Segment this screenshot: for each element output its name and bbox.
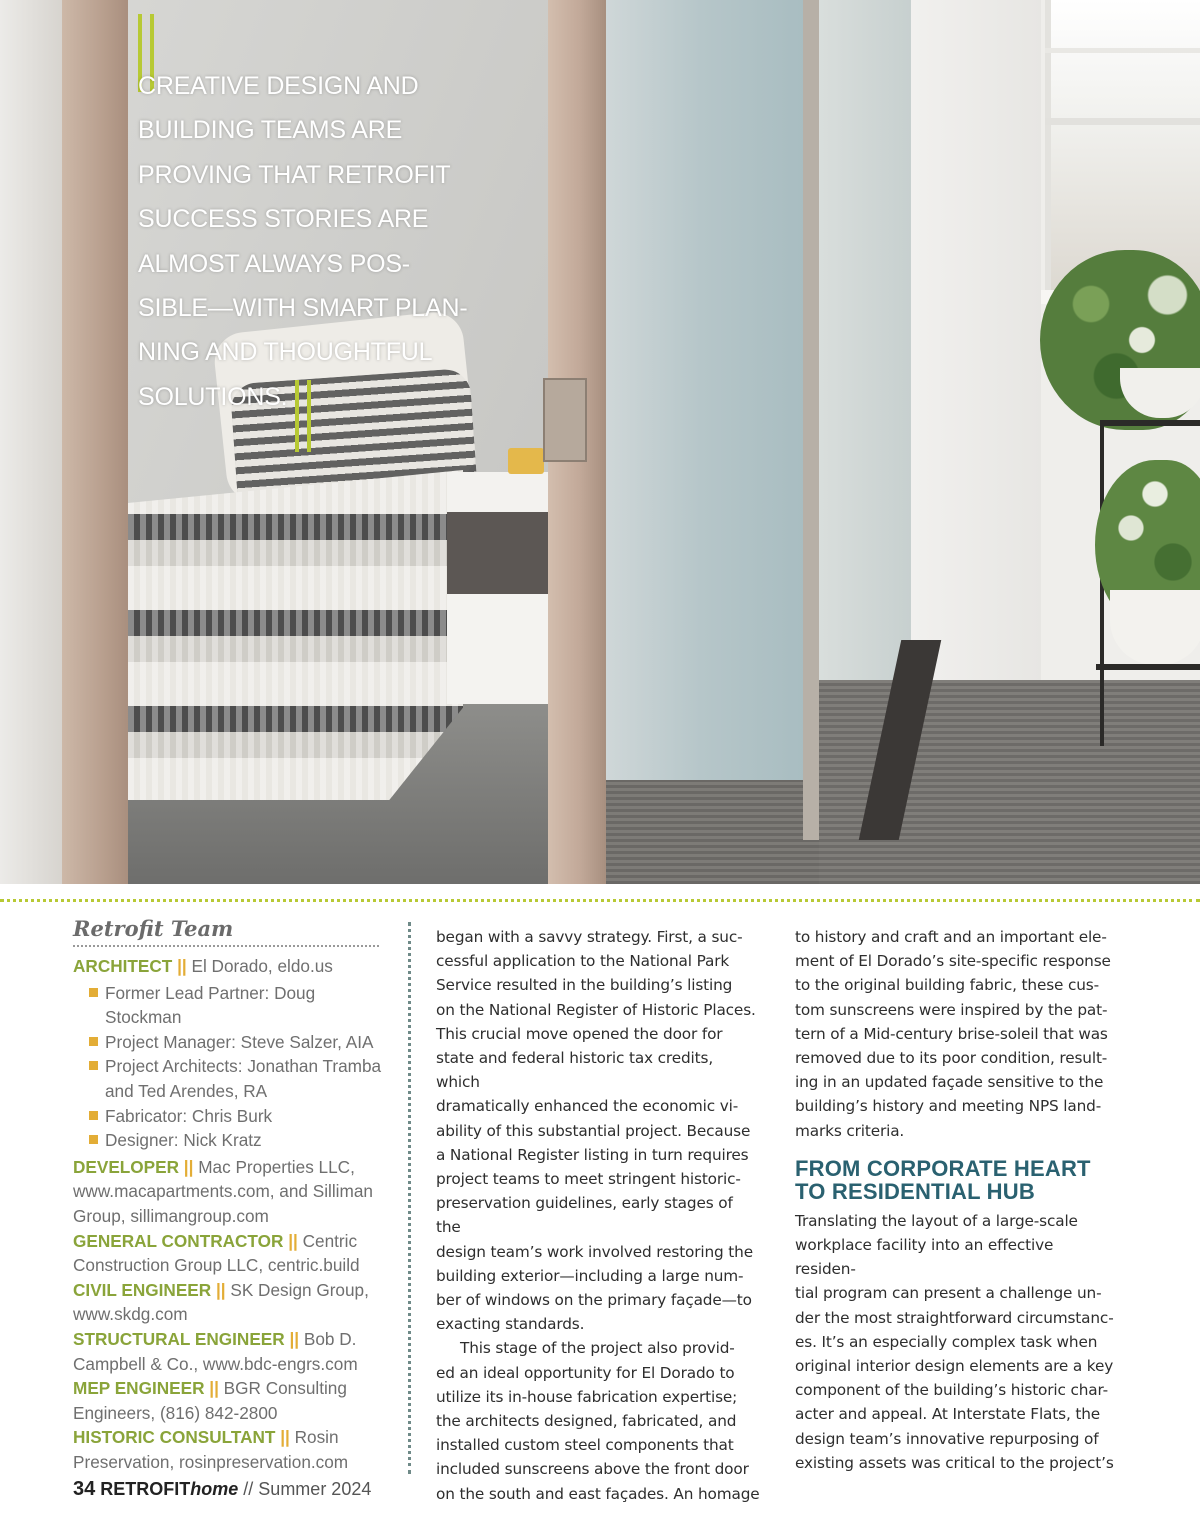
credit-text: Rosin Preservation, rosinpreservation.com [73,1427,349,1472]
pull-quote-close-mark-icon [295,380,315,452]
horizontal-dotted-divider [0,899,1200,902]
body-paragraph: began with a savvy strategy. First, a suc- cessful application to the National Park Service resulted in the building’s listing on the National Register of Historic Places. This crucial move opened the door for state and federal historic tax credits, which dramatically enhanced the economic vi- ability of this substantial project. Because a National Register listing in turn requires project teams to meet stringent historic- preservation guidelines, early stages of the design team’s work involved restoring the building exterior—including a large num- ber of windows on the primary façade—to exacting standards. [436,928,756,1334]
body-column-right [795,925,1115,1475]
sidebar-title: Retrofit Team [73,916,379,947]
photo-door-frame-left [62,0,128,884]
list-item: Fabricator: Chris Burk [73,1104,383,1129]
credit-role: DEVELOPER [73,1156,180,1177]
credit-role: CIVIL ENGINEER [73,1279,212,1300]
credit-role: MEP ENGINEER [73,1378,205,1399]
credit-text: BGR Consulting Engineers, (816) 842-2800 [73,1378,347,1423]
credit-separator: || [177,956,187,976]
credit-text: Centric Construction Group LLC, centric.build [73,1230,360,1276]
section-subhead: FROM CORPORATE HEART TO RESIDENTIAL HUB [795,1155,1091,1204]
photo-nightstand-drawer [447,594,548,704]
list-item: Former Lead Partner: Doug Stockman [73,981,383,1030]
photo-window-mullion-top [1045,48,1200,53]
credit-text: Mac Properties LLC, www.macapartments.com, and Silliman Group, sillimangroup.com [73,1156,373,1226]
credit-role: STRUCTURAL ENGINEER [73,1328,285,1349]
credit-separator: || [288,1230,298,1251]
photo-nightstand-top [447,472,548,512]
credit-separator: || [215,1279,226,1300]
photo-wall-left [0,0,62,884]
credit-general-contractor [73,1229,383,1278]
issue-date: // Summer 2024 [243,1479,372,1499]
credit-structural-engineer [73,1327,383,1376]
body-column-middle [436,925,761,1506]
page-number: 34 [73,1478,96,1500]
credit-text: SK Design Group, www.skdg.com [73,1279,369,1325]
credit-role: GENERAL CONTRACTOR [73,1230,284,1251]
list-item: Project Manager: Steve Salzer, AIA [73,1030,383,1055]
photo-corner-wall [911,0,1041,680]
credit-civil-engineer [73,1278,383,1327]
credit-role: ARCHITECT [73,956,173,976]
photo-yellow-object [508,448,544,474]
credit-role: HISTORIC CONSULTANT [73,1427,276,1448]
credit-separator: || [209,1378,219,1399]
photo-window-mullion [1045,118,1200,125]
credit-separator: || [289,1328,300,1349]
photo-floor-under-glass [606,780,819,884]
magazine-name-suffix: home [190,1479,239,1499]
architect-team-list [73,981,383,1153]
list-item: Designer: Nick Kratz [73,1128,383,1153]
credit-developer [73,1155,383,1229]
magazine-name-prefix: RETROFIT [100,1479,191,1499]
body-paragraph: to history and craft and an important ele- ment of El Dorado’s site-specific response to the original building fabric, these cus- tom sunscreens were inspired by the pat- tern of a Mid-century brise-soleil that was removed due to its poor condition, result- ing in an updated façade sensitive to the building’s history and meeting NPS land- marks criteria. [795,928,1111,1140]
vertical-dotted-divider [408,922,411,1474]
photo-bedspread [128,470,463,800]
credit-separator: || [183,1156,194,1177]
body-paragraph: This stage of the project also provid- ed an ideal opportunity for El Dorado to utilize its in-house fabrication expertise; the architects designed, fabricated, and installed custom steel components that included sunscreens above the front door on the south and east façades. An homage [436,1339,760,1503]
credit-mep-engineer [73,1376,383,1425]
credit-separator: || [280,1427,290,1448]
credit-text: El Dorado, eldo.us [191,956,333,976]
body-paragraph: Translating the layout of a large-scale workplace facility into an effective residen- tial program can present a challenge un- der the most straightforward circumstanc- es. It’s an especially complex task when original interior design elements are a key component of the building’s historic char- acter and appeal. At Interstate Flats, the design team’s innovative repurposing of existing assets was critical to the project’s [795,1211,1114,1472]
photo-glass-frame [803,0,819,840]
photo-plant-stand-shelf [1096,664,1200,670]
photo-frosted-glass-panel [606,0,816,884]
credit-architect [73,954,383,979]
pull-quote: CREATIVE DESIGN AND BUILDING TEAMS ARE PROVING THAT RETROFIT SUCCESS STORIES ARE ALMOST ALWAYS POS- SIBLE—WITH SMART PLAN- NING AND THOUGHTFUL SOLUTIONS. [138,72,468,411]
credit-historic-consultant [73,1425,383,1474]
photo-nightstand-body [447,512,548,594]
list-item: Project Architects: Jonathan Tramba and Ted Arendes, RA [73,1054,383,1103]
retrofit-team-sidebar [73,916,383,1474]
credit-text: Bob D. Campbell & Co., www.bdc-engrs.com [73,1328,358,1374]
page-footer [73,1478,371,1501]
photo-door-latch [543,378,587,462]
magazine-name [100,1479,238,1499]
